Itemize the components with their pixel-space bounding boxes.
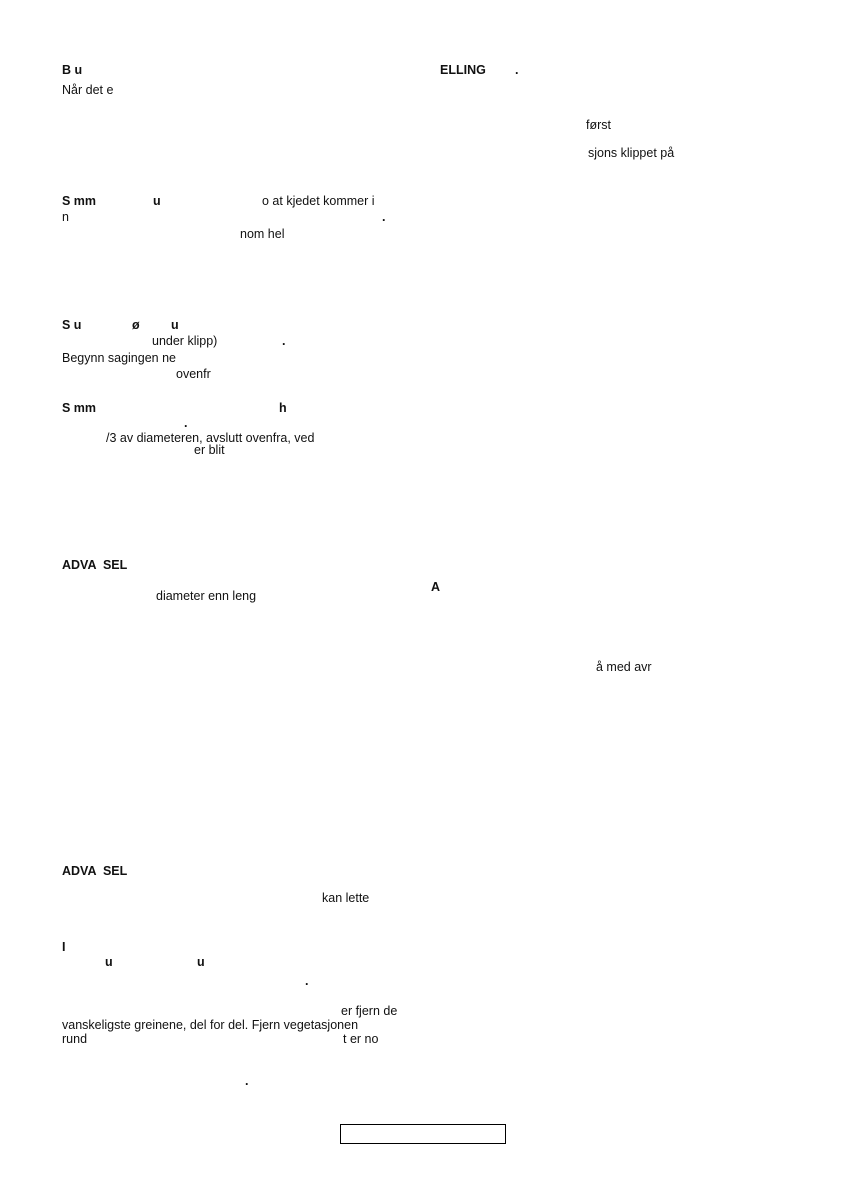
body-text: nom hel (240, 227, 285, 241)
page-number-box (340, 1124, 506, 1144)
body-text: t er no (343, 1032, 379, 1046)
dot: . (245, 1074, 249, 1088)
body-text: n (62, 210, 69, 224)
section-heading-part: u (171, 318, 179, 332)
section-heading: B u (62, 63, 83, 77)
body-text: Begynn sagingen ne (62, 351, 176, 365)
body-text: er blit (194, 443, 225, 457)
body-text: under klipp) (152, 334, 218, 348)
dot: . (282, 334, 286, 348)
warning-heading: ADVA SEL (62, 864, 128, 878)
body-text: ovenfr (176, 367, 211, 381)
section-heading: S mm (62, 194, 97, 208)
body-text: Når det e (62, 83, 114, 97)
body-text: kan lette (322, 891, 370, 905)
section-heading-part: ø (132, 318, 140, 332)
section-heading-part: u (105, 955, 113, 969)
section-heading-part: u (197, 955, 205, 969)
body-text: sjons klippet på (588, 146, 675, 160)
body-text: vanskeligste greinene, del for del. Fjern vegetasjonen (62, 1018, 359, 1032)
section-heading: S mm (62, 401, 97, 415)
body-text: å med avr (596, 660, 652, 674)
section-heading-part: u (153, 194, 161, 208)
body-text: er fjern de (341, 1004, 398, 1018)
body-text: o at kjedet kommer i (262, 194, 375, 208)
heading-dot: . (515, 63, 519, 77)
dot: . (184, 416, 188, 430)
section-heading: S u (62, 318, 82, 332)
dot: . (382, 210, 386, 224)
body-text: diameter enn leng (156, 589, 257, 603)
warning-heading: ADVA SEL (62, 558, 128, 572)
section-heading: I (62, 940, 66, 954)
section-heading: ELLING (440, 63, 486, 77)
section-heading-part: h (279, 401, 287, 415)
dot: . (305, 974, 309, 988)
body-text: /3 av diameteren, avslutt ovenfra, ved (106, 431, 315, 445)
body-text: først (586, 118, 611, 132)
section-heading: A (431, 580, 441, 594)
body-text: rund (62, 1032, 88, 1046)
